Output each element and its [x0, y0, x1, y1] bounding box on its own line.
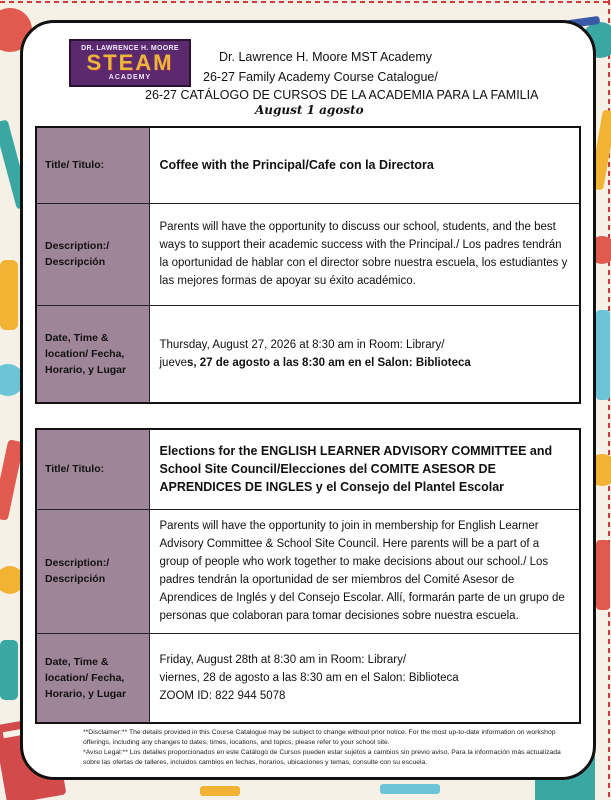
course-description: Parents will have the opportunity to join in membership for English Learner Advisory Committee & School Site Council. Here parents will be a part of a group of people who work together to make decisions about our school./ Los padres tendrán la oportunidad de ser miembros del Comité Asesor de Aprendices de Inglés y del Consejo Escolar. Allí, formarán parte de un grupo de personas que colaboran para tomar decisiones sobre nuestra escuela. [149, 509, 580, 633]
crayon-icon [0, 260, 18, 330]
description-label: Description:/ Descripción [36, 203, 149, 305]
title-row [36, 429, 580, 509]
marker-icon [0, 640, 18, 700]
date-line-es: viernes, 28 de agosto a las 8:30 am en el Salon: Biblioteca [159, 671, 459, 684]
catalogue-card [20, 20, 596, 780]
catalogue-header [23, 23, 593, 123]
description-label: Description:/ Descripción [36, 509, 149, 633]
zoom-id: ZOOM ID: 822 944 5078 [159, 689, 286, 702]
logo-main-text: STEAM [86, 50, 174, 75]
date-line-en: Thursday, August 27, 2026 at 8:30 am in Room: Library/ [159, 338, 445, 351]
crayon-icon-right [596, 540, 610, 610]
course-date [149, 305, 580, 403]
description-row [36, 509, 580, 633]
date-label: Date, Time & location/ Fecha, Horario, y Lugar [36, 633, 149, 723]
disclaimer-en: **Disclaimer:** The details provided in this Course Catalogue may be subject to change without prior notice. For the most up-to-date information on workshop offerings, including any changes to dates, times, locations, and topics, please refer to your school site. [83, 729, 556, 746]
course-table-elections [35, 428, 581, 724]
course-date [149, 633, 580, 723]
course-table-coffee [35, 126, 581, 404]
date-line-es-rest: s, 27 de agosto a las 8:30 am en el Salon: Biblioteca [187, 356, 471, 369]
school-name: Dr. Lawrence H. Moore MST Academy [219, 50, 433, 64]
course-title: Elections for the ENGLISH LEARNER ADVISORY COMMITTEE and School Site Council/Elecciones del COMITE ASESOR DE APRENDICES DE INGLES y el Consejo del Plantel Escolar [149, 429, 580, 509]
date-row [36, 633, 580, 723]
pencil-bottom-icon [380, 784, 440, 794]
date-line-en: Friday, August 28th at 8:30 am in Room: Library/ [159, 653, 407, 666]
academy-logo [69, 39, 191, 87]
course-description: Parents will have the opportunity to discuss our school, students, and the best ways to support their academic success with the Principal./ Los padres tendrán la oportunidad de hablar con el director sobre nuestra escuela, los estudiantes y las mejores formas de apoyar su éxito académico. [149, 203, 580, 305]
title-label: Title/ Titulo: [36, 429, 149, 509]
logo-top-text: DR. LAWRENCE H. MOORE [81, 45, 179, 52]
disclaimer [83, 728, 561, 768]
logo-bottom-text: ACADEMY [108, 74, 152, 81]
date-label: Date, Time & location/ Fecha, Horario, y Lugar [36, 305, 149, 403]
course-title: Coffee with the Principal/Cafe con la Directora [149, 127, 580, 203]
title-row [36, 127, 580, 203]
date-line-es [160, 354, 570, 372]
title-label: Title/ Titulo: [36, 127, 149, 203]
ruler-icon-right [596, 310, 610, 400]
disclaimer-es: *Aviso Legal:** Los detalles proporcionados en este Catálogo de Cursos pueden estar sujetos a cambios sin previo aviso. Para la información más actualizada sobre las ofertas de talleres, incluidos cambios en fechas, horarios, ubicaciones y temas, consulte con su escuela. [83, 749, 561, 766]
month-heading: August 1 agosto [255, 103, 364, 117]
date-row [36, 305, 580, 403]
catalogue-title-en: 26-27 Family Academy Course Catalogue/ [203, 70, 438, 84]
catalogue-title-es: 26-27 CATÁLOGO DE CURSOS DE LA ACADEMIA PARA LA FAMILIA [145, 88, 539, 102]
description-row [36, 203, 580, 305]
date-line-es-start: jueve [159, 356, 187, 369]
eraser-bottom-icon [200, 786, 240, 796]
